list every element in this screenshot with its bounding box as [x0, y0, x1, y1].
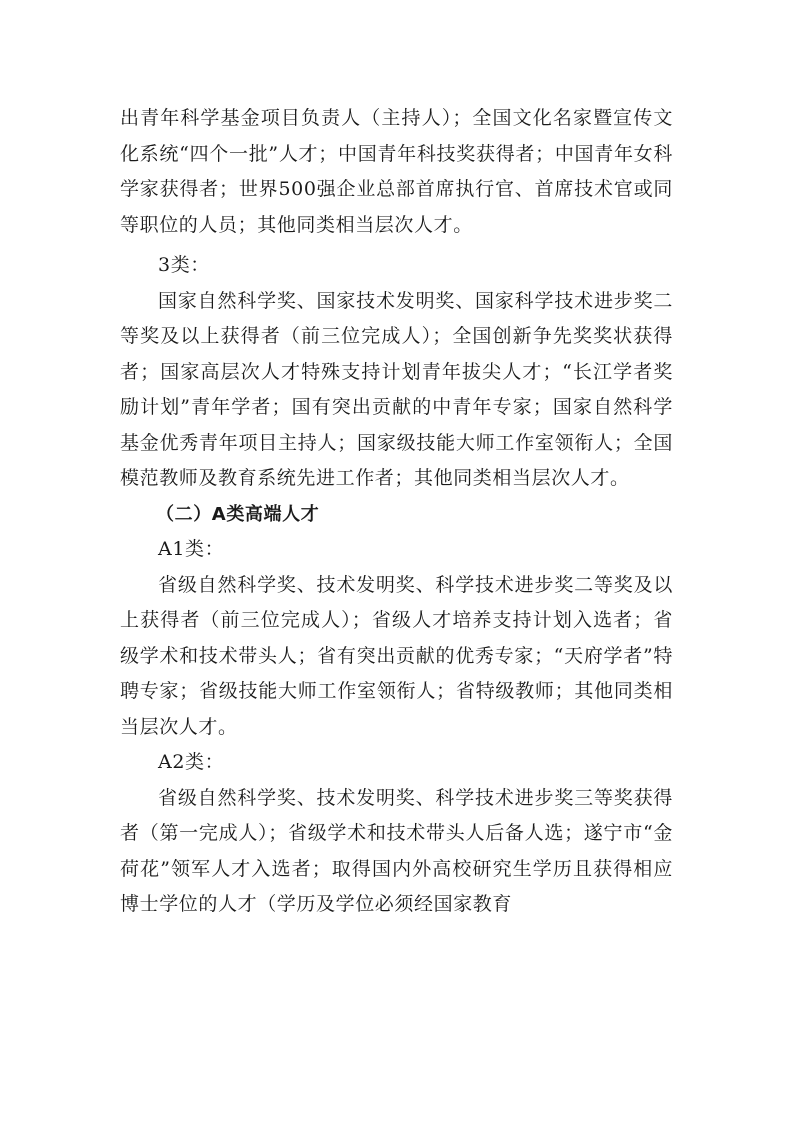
category-3-text: 国家自然科学奖、国家技术发明奖、国家科学技术进步奖二等奖及以上获得者（前三位完成人）；全国创新争先奖奖状获得者；国家高层次人才特殊支持计划青年拔尖人才；“长江学者奖励计划”青年学者；国有突出贡献的中青年专家；国家自然科学基金优秀青年项目主持人；国家级技能大师工作室领衔人；全国模范教师及教育系统先进工作者；其他同类相当层次人才。 [120, 289, 673, 489]
paragraph-continued: 出青年科学基金项目负责人（主持人）；全国文化名家暨宣传文化系统“四个一批”人才；中国青年科技奖获得者；中国青年女科学家获得者；世界500强企业总部首席执行官、首席技术官或同等职位的人员；其他同类相当层次人才。 [120, 107, 673, 236]
category-a1-text: 省级自然科学奖、技术发明奖、科学技术进步奖二等奖及以上获得者（前三位完成人）；省级人才培养支持计划入选者；省级学术和技术带头人；省有突出贡献的优秀专家；“天府学者”特聘专家；省级技能大师工作室领衔人；省特级教师；其他同类相当层次人才。 [120, 573, 673, 738]
category-a1-label: A1类： [158, 538, 225, 560]
category-a2-label: A2类： [158, 751, 225, 773]
category-a2-text: 省级自然科学奖、技术发明奖、科学技术进步奖三等奖获得者（第一完成人）；省级学术和技术带头人后备人选；遂宁市“金荷花”领军人才入选者；取得国内外高校研究生学历且获得相应博士学位的人才（学历及学位必须经国家教育 [120, 786, 673, 915]
category-3-label: 3类： [158, 254, 210, 276]
section-a-heading: （二）A类高端人才 [156, 503, 320, 525]
document-body [120, 101, 673, 923]
